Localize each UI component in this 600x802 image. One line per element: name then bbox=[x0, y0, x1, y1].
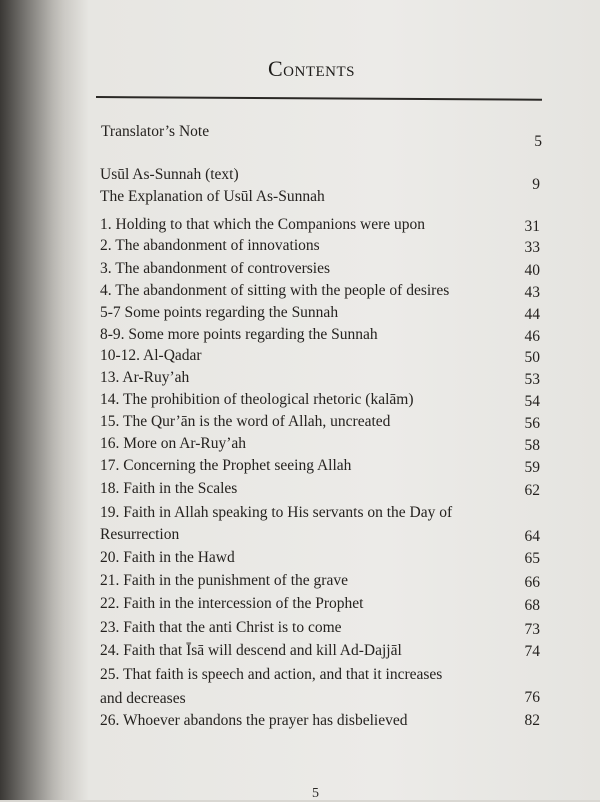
toc-page-number: 9 bbox=[532, 176, 540, 193]
toc-page-number: 56 bbox=[524, 415, 540, 432]
toc-entry: 18. Faith in the Scales bbox=[100, 480, 238, 497]
toc-page-number: 50 bbox=[524, 349, 540, 366]
toc-page-number: 66 bbox=[524, 574, 540, 591]
toc-page-number: 31 bbox=[524, 218, 540, 235]
toc-entry: 13. Ar-Ruy’ah bbox=[100, 369, 190, 386]
toc-entry: 4. The abandonment of sitting with the people of desires bbox=[100, 282, 450, 299]
toc-page-number: 74 bbox=[524, 643, 540, 660]
toc-entry: 19. Faith in Allah speaking to His servants on the Day of bbox=[100, 504, 453, 521]
toc-entry: 16. More on Ar-Ruy’ah bbox=[100, 435, 247, 452]
toc-page-number: 53 bbox=[524, 371, 540, 388]
toc-entry: 24. Faith that Īsā will descend and kill Ad-Dajjāl bbox=[100, 642, 402, 659]
toc-page-number: 65 bbox=[524, 550, 540, 567]
toc-entry: 14. The prohibition of theological rhetoric (kalām) bbox=[100, 391, 414, 408]
toc-page-number: 59 bbox=[524, 459, 540, 476]
toc-entry: and decreases bbox=[100, 690, 186, 707]
toc-entry: Translator’s Note bbox=[101, 123, 210, 140]
toc-page-number: 62 bbox=[524, 482, 540, 499]
toc-page-number: 46 bbox=[524, 328, 540, 345]
toc-page-number: 40 bbox=[524, 262, 540, 279]
toc-entry: 21. Faith in the punishment of the grave bbox=[100, 572, 348, 589]
toc-entry: 23. Faith that the anti Christ is to come bbox=[100, 619, 342, 636]
toc-entry: 2. The abandonment of innovations bbox=[100, 237, 320, 254]
toc-page-number: 43 bbox=[524, 284, 540, 301]
toc-page-number: 33 bbox=[524, 239, 540, 256]
toc-page-number: 5 bbox=[534, 133, 542, 150]
toc-entry: 10-12. Al-Qadar bbox=[100, 347, 202, 364]
toc-entry: 25. That faith is speech and action, and that it increases bbox=[100, 666, 443, 683]
toc-entry: Usūl As-Sunnah (text) bbox=[100, 166, 239, 183]
toc-page-number: 54 bbox=[524, 393, 540, 410]
toc-page-number: 58 bbox=[524, 437, 540, 454]
toc-page-number: 76 bbox=[524, 689, 540, 706]
page-title: Contents bbox=[268, 56, 356, 81]
toc-entry: 5-7 Some points regarding the Sunnah bbox=[100, 304, 339, 321]
page-folio: 5 bbox=[312, 786, 319, 801]
toc-page-number: 73 bbox=[524, 621, 540, 638]
toc-entry: 26. Whoever abandons the prayer has disbelieved bbox=[100, 712, 408, 729]
toc-entry: 20. Faith in the Hawd bbox=[100, 549, 235, 566]
toc-entry: 8-9. Some more points regarding the Sunnah bbox=[100, 326, 378, 343]
toc-page-number: 64 bbox=[524, 528, 540, 545]
toc-entry: 15. The Qur’ān is the word of Allah, uncreated bbox=[100, 413, 391, 430]
toc-entry: 1. Holding to that which the Companions were upon bbox=[100, 216, 426, 233]
toc-page-number: 68 bbox=[524, 597, 540, 614]
toc-entry: 17. Concerning the Prophet seeing Allah bbox=[100, 457, 352, 474]
toc-page-number: 44 bbox=[524, 306, 540, 323]
toc-page-number: 82 bbox=[524, 712, 540, 729]
toc-entry: 3. The abandonment of controversies bbox=[100, 260, 330, 277]
toc-entry: The Explanation of Usūl As-Sunnah bbox=[100, 188, 325, 205]
toc-entry: Resurrection bbox=[100, 526, 180, 543]
toc-entry: 22. Faith in the intercession of the Prophet bbox=[100, 595, 364, 612]
